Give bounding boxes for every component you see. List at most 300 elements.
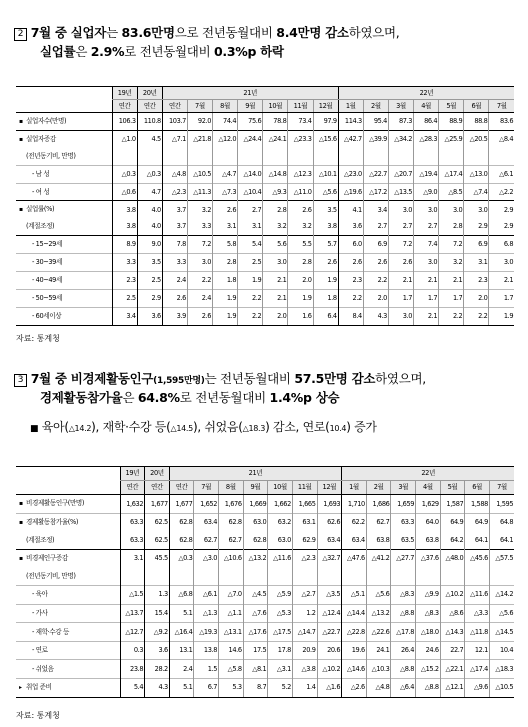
data-cell: 6.8: [489, 236, 514, 254]
data-cell: △9.9: [416, 585, 441, 604]
data-cell: 2.8: [213, 254, 238, 272]
data-cell: 1,686: [366, 495, 391, 514]
headline-text: 0.3%p 하락: [214, 44, 284, 59]
data-cell: △6.8: [169, 585, 194, 604]
data-cell: △3.1: [268, 660, 293, 679]
data-cell: △6.1: [489, 165, 514, 183]
row-label: - 연로: [32, 646, 48, 655]
data-cell: △1.3: [194, 604, 219, 623]
data-cell: △16.4: [169, 623, 194, 642]
data-cell: △8.8: [391, 660, 416, 679]
data-cell: △22.1: [440, 660, 465, 679]
table-row: [16, 678, 514, 697]
data-cell: △4.8: [366, 678, 391, 697]
data-cell: 2.3: [338, 272, 363, 290]
table-row: [16, 218, 514, 235]
table-row: [16, 113, 514, 131]
data-cell: 3.8: [313, 218, 338, 235]
data-cell: 3.6: [338, 218, 363, 235]
data-cell: △20.5: [464, 130, 489, 147]
data-cell: 3.3: [162, 254, 187, 272]
row-label-cell: [16, 604, 120, 623]
row-label-cell: [16, 549, 120, 567]
data-cell: △17.2: [363, 183, 388, 201]
data-cell: 6.7: [194, 678, 219, 697]
data-cell: [366, 567, 391, 585]
data-cell: 83.6: [489, 113, 514, 131]
data-cell: 2.6: [162, 289, 187, 307]
header-corner: [16, 467, 120, 495]
data-cell: 2.1: [388, 272, 413, 290]
data-cell: 5.1: [169, 604, 194, 623]
data-cell: △23.3: [288, 130, 313, 147]
header-year: 21년: [169, 467, 341, 481]
headline-text: (1,595만명): [153, 376, 205, 386]
headline-text: 는: [106, 25, 122, 40]
bullet-text: 육아(: [41, 420, 69, 434]
data-cell: △23.0: [338, 165, 363, 183]
data-cell: 2.0: [363, 289, 388, 307]
data-cell: △2.2: [489, 183, 514, 201]
data-cell: △14.2: [489, 585, 514, 604]
row-marker-icon: ▪: [19, 117, 23, 125]
data-cell: △10.4: [238, 183, 263, 201]
data-cell: [292, 567, 317, 585]
data-cell: 63.5: [391, 531, 416, 549]
data-cell: 63.0: [243, 513, 268, 531]
data-cell: △3.8: [292, 660, 317, 679]
data-cell: △41.2: [366, 549, 391, 567]
data-cell: △5.1: [342, 585, 367, 604]
data-cell: 3.7: [162, 201, 187, 218]
row-label: 실업자증감: [26, 134, 56, 143]
row-label-cell: [16, 201, 112, 218]
header-year: 20년: [137, 87, 162, 100]
data-cell: △19.4: [414, 165, 439, 183]
data-cell: [363, 148, 388, 165]
data-cell: 13.8: [194, 641, 219, 660]
data-cell: 4.5: [137, 130, 162, 147]
data-cell: 3.0: [439, 201, 464, 218]
data-cell: △9.6: [465, 678, 490, 697]
data-cell: 3.2: [439, 254, 464, 272]
data-cell: △8.6: [440, 604, 465, 623]
table-row: [16, 549, 514, 567]
header-year: 22년: [342, 467, 514, 481]
row-label-cell: [16, 236, 112, 254]
data-cell: 2.8: [288, 254, 313, 272]
data-cell: 1,693: [317, 495, 342, 514]
data-cell: △8.8: [391, 604, 416, 623]
data-cell: △27.7: [391, 549, 416, 567]
row-label: 비경제활동인구(만명): [26, 499, 85, 508]
data-cell: 1.9: [238, 272, 263, 290]
data-cell: 6.9: [464, 236, 489, 254]
data-cell: 64.9: [440, 513, 465, 531]
headline-text: 로 전년동월대비: [179, 390, 270, 405]
data-cell: 5.5: [288, 236, 313, 254]
header-month: 5월: [440, 481, 465, 495]
bullet-text: ), 쉬었음(: [192, 420, 243, 434]
data-cell: △5.6: [313, 183, 338, 201]
data-cell: △14.4: [342, 604, 367, 623]
headline-text: 8.4만명 감소: [276, 25, 349, 40]
data-cell: [439, 148, 464, 165]
row-label-cell: [16, 113, 112, 131]
headline-text: 64.8%: [137, 390, 180, 405]
data-cell: 62.8: [169, 513, 194, 531]
row-label: - 남 성: [32, 169, 50, 178]
table-row: [16, 272, 514, 290]
header-month: 4월: [414, 100, 439, 113]
data-cell: △57.5: [489, 549, 514, 567]
data-cell: 3.7: [162, 218, 187, 235]
data-cell: △1.5: [120, 585, 145, 604]
data-cell: 28.2: [145, 660, 170, 679]
row-label: 취업 준비: [26, 683, 52, 692]
data-cell: △2.3: [162, 183, 187, 201]
data-cell: △17.6: [243, 623, 268, 642]
data-cell: 86.4: [414, 113, 439, 131]
data-cell: 13.1: [169, 641, 194, 660]
data-cell: 5.6: [263, 236, 288, 254]
data-cell: [388, 148, 413, 165]
data-cell: 2.3: [464, 272, 489, 290]
data-cell: 3.6: [145, 641, 170, 660]
data-cell: 63.3: [120, 531, 145, 549]
data-cell: 2.2: [464, 307, 489, 325]
data-cell: 5.3: [219, 678, 244, 697]
data-cell: [313, 148, 338, 165]
data-cell: 3.8: [112, 201, 137, 218]
section2-bullet: [30, 418, 377, 435]
row-label: - 가사: [32, 609, 48, 618]
row-label-cell: [16, 495, 120, 514]
data-cell: 4.0: [137, 218, 162, 235]
data-cell: △14.5: [489, 623, 514, 642]
data-cell: 62.7: [194, 531, 219, 549]
data-cell: 110.8: [137, 113, 162, 131]
table-row: [16, 165, 514, 183]
data-cell: 62.6: [317, 513, 342, 531]
data-cell: [263, 148, 288, 165]
row-label: (계절조정): [26, 535, 55, 544]
data-cell: 2.8: [439, 218, 464, 235]
data-cell: △7.6: [243, 604, 268, 623]
data-cell: 2.4: [162, 272, 187, 290]
data-cell: △7.1: [162, 130, 187, 147]
data-cell: 8.7: [243, 678, 268, 697]
data-cell: 1.6: [288, 307, 313, 325]
data-cell: 2.5: [137, 272, 162, 290]
data-cell: 2.2: [187, 272, 212, 290]
data-cell: 3.1: [120, 549, 145, 567]
data-cell: 3.3: [112, 254, 137, 272]
data-cell: 5.1: [169, 678, 194, 697]
data-cell: △10.3: [366, 660, 391, 679]
data-cell: 92.0: [187, 113, 212, 131]
data-cell: 2.9: [489, 218, 514, 235]
data-cell: [440, 567, 465, 585]
data-cell: 20.9: [292, 641, 317, 660]
header-month: 8월: [213, 100, 238, 113]
data-cell: 1.9: [213, 289, 238, 307]
bullet-text: △18.3: [242, 424, 266, 433]
data-cell: △47.6: [342, 549, 367, 567]
data-cell: 8.4: [338, 307, 363, 325]
row-label: - 50~59세: [32, 294, 62, 303]
unemployment-table: [16, 86, 514, 326]
source-note: 자료: 통계청: [16, 334, 60, 343]
data-cell: 2.1: [489, 272, 514, 290]
data-cell: △45.6: [465, 549, 490, 567]
row-label: (전년동기비, 만명): [26, 151, 76, 160]
data-cell: △8.1: [243, 660, 268, 679]
data-cell: 2.0: [464, 289, 489, 307]
bullet-text: ) 감소, 연로(: [265, 420, 330, 434]
data-cell: 1.3: [145, 585, 170, 604]
headline-text: 하였으며,: [375, 371, 426, 386]
data-cell: △2.6: [342, 678, 367, 697]
data-cell: 0.3: [120, 641, 145, 660]
row-label: 실업자수(만명): [26, 116, 67, 125]
data-cell: △11.8: [465, 623, 490, 642]
data-cell: 15.4: [145, 604, 170, 623]
row-label: - 15~29세: [32, 240, 62, 249]
data-cell: △12.7: [120, 623, 145, 642]
data-cell: 4.0: [137, 201, 162, 218]
data-cell: 1,588: [465, 495, 490, 514]
data-cell: △3.0: [194, 549, 219, 567]
data-cell: 73.4: [288, 113, 313, 131]
data-cell: 62.5: [145, 531, 170, 549]
data-cell: △8.3: [416, 604, 441, 623]
data-cell: 1.5: [194, 660, 219, 679]
data-cell: 1,669: [243, 495, 268, 514]
table-row: [16, 307, 514, 325]
data-cell: [317, 567, 342, 585]
data-cell: 63.2: [268, 513, 293, 531]
row-label-cell: [16, 531, 120, 549]
data-cell: 1,595: [489, 495, 514, 514]
data-cell: 2.2: [338, 289, 363, 307]
row-label: 비경제인구증감: [26, 554, 68, 563]
data-cell: 2.2: [238, 307, 263, 325]
data-cell: △4.5: [243, 585, 268, 604]
row-label-cell: [16, 130, 112, 147]
header-month: 연간: [162, 100, 187, 113]
header-month: 1월: [338, 100, 363, 113]
data-cell: △10.5: [489, 678, 514, 697]
data-cell: △4.7: [213, 165, 238, 183]
data-cell: 64.8: [489, 513, 514, 531]
row-label: 실업률(%): [26, 205, 55, 214]
data-cell: 3.0: [464, 201, 489, 218]
row-marker-icon: ▪: [19, 135, 23, 143]
data-cell: 1,659: [391, 495, 416, 514]
data-cell: △2.3: [292, 549, 317, 567]
row-label-cell: [16, 165, 112, 183]
row-label-cell: [16, 272, 112, 290]
data-cell: 8.9: [112, 236, 137, 254]
data-cell: 63.4: [194, 513, 219, 531]
data-cell: 2.2: [363, 272, 388, 290]
row-label-cell: [16, 641, 120, 660]
data-cell: △3.3: [465, 604, 490, 623]
data-cell: [391, 567, 416, 585]
headline-text: 7월 중 비경제활동인구: [30, 371, 154, 386]
data-cell: △39.9: [363, 130, 388, 147]
data-cell: [145, 567, 170, 585]
data-cell: △11.6: [268, 549, 293, 567]
data-cell: 1,710: [342, 495, 367, 514]
data-cell: △14.8: [263, 165, 288, 183]
data-cell: △6.1: [194, 585, 219, 604]
data-cell: △25.9: [439, 130, 464, 147]
data-cell: △5.9: [268, 585, 293, 604]
section2-line2: [40, 389, 339, 406]
data-cell: 2.7: [414, 218, 439, 235]
data-cell: △4.8: [162, 165, 187, 183]
data-cell: 2.6: [388, 254, 413, 272]
bullet-text: △14.5: [170, 424, 193, 433]
data-cell: [187, 148, 212, 165]
data-cell: [194, 567, 219, 585]
data-cell: 2.0: [263, 307, 288, 325]
header-years-row: [16, 467, 514, 481]
data-cell: △5.6: [489, 604, 514, 623]
header-month: 연간: [145, 481, 170, 495]
data-cell: △21.8: [187, 130, 212, 147]
data-cell: △7.4: [464, 183, 489, 201]
data-cell: △17.4: [465, 660, 490, 679]
data-cell: 3.3: [187, 218, 212, 235]
data-cell: [416, 567, 441, 585]
data-cell: 7.2: [187, 236, 212, 254]
data-cell: △10.2: [440, 585, 465, 604]
data-cell: △7.0: [219, 585, 244, 604]
data-cell: [238, 148, 263, 165]
row-label: 경제활동참가율(%): [26, 517, 78, 526]
header-corner: [16, 87, 112, 113]
data-cell: 64.1: [489, 531, 514, 549]
headline-text: 1.4%p 상승: [269, 390, 340, 405]
data-cell: 3.0: [388, 307, 413, 325]
data-cell: △11.3: [187, 183, 212, 201]
row-marker-icon: ▸: [19, 684, 22, 692]
data-cell: 1,677: [145, 495, 170, 514]
data-cell: 1.2: [292, 604, 317, 623]
data-cell: 3.4: [363, 201, 388, 218]
data-cell: 3.1: [213, 218, 238, 235]
data-cell: [465, 567, 490, 585]
data-cell: [213, 148, 238, 165]
data-cell: △17.4: [439, 165, 464, 183]
header-month: 5월: [439, 100, 464, 113]
data-cell: 1.9: [489, 307, 514, 325]
data-cell: △12.3: [288, 165, 313, 183]
table-row: [16, 254, 514, 272]
data-cell: 1.7: [489, 289, 514, 307]
data-cell: 3.0: [187, 254, 212, 272]
data-cell: 2.6: [288, 201, 313, 218]
data-cell: 4.3: [145, 678, 170, 697]
data-cell: 5.7: [313, 236, 338, 254]
data-cell: △3.5: [317, 585, 342, 604]
row-label-cell: [16, 148, 112, 165]
table-row: [16, 513, 514, 531]
data-cell: 2.4: [169, 660, 194, 679]
data-cell: 1.9: [213, 307, 238, 325]
header-month: 9월: [238, 100, 263, 113]
data-cell: 2.4: [187, 289, 212, 307]
data-cell: 2.3: [112, 272, 137, 290]
header-month: 2월: [366, 481, 391, 495]
table-row: [16, 201, 514, 218]
data-cell: △9.0: [414, 183, 439, 201]
data-cell: 14.6: [219, 641, 244, 660]
data-cell: [120, 567, 145, 585]
data-cell: 2.6: [213, 201, 238, 218]
data-cell: 3.1: [464, 254, 489, 272]
table-row: [16, 130, 514, 147]
data-cell: 63.3: [120, 513, 145, 531]
row-label: - 육아: [32, 590, 48, 599]
data-cell: 7.8: [162, 236, 187, 254]
data-cell: △13.5: [388, 183, 413, 201]
data-cell: △1.0: [112, 130, 137, 147]
data-cell: △14.0: [238, 165, 263, 183]
data-cell: 75.6: [238, 113, 263, 131]
data-cell: △24.4: [238, 130, 263, 147]
data-cell: 64.0: [416, 513, 441, 531]
table-row: [16, 585, 514, 604]
row-label-cell: [16, 567, 120, 585]
bullet-text: ) 증가: [346, 420, 377, 434]
data-cell: △0.3: [169, 549, 194, 567]
data-cell: [464, 148, 489, 165]
data-cell: 3.2: [187, 201, 212, 218]
data-cell: 6.4: [313, 307, 338, 325]
data-cell: △11.6: [465, 585, 490, 604]
data-cell: 1,677: [169, 495, 194, 514]
data-cell: △8.4: [489, 130, 514, 147]
data-cell: △8.5: [439, 183, 464, 201]
table-row: [16, 660, 514, 679]
data-cell: 63.8: [366, 531, 391, 549]
data-cell: △13.2: [243, 549, 268, 567]
data-cell: △10.6: [219, 549, 244, 567]
data-cell: 78.8: [263, 113, 288, 131]
data-cell: △24.1: [263, 130, 288, 147]
data-cell: 2.9: [137, 289, 162, 307]
data-cell: 3.5: [313, 201, 338, 218]
data-cell: 2.7: [363, 218, 388, 235]
header-month: 6월: [464, 100, 489, 113]
data-cell: △32.7: [317, 549, 342, 567]
data-cell: 2.6: [338, 254, 363, 272]
headline-text: 57.5만명 감소: [294, 371, 376, 386]
headline-text: 실업률: [40, 44, 76, 59]
data-cell: 3.0: [388, 201, 413, 218]
data-cell: 2.1: [263, 289, 288, 307]
data-cell: △13.2: [366, 604, 391, 623]
data-cell: 45.5: [145, 549, 170, 567]
data-cell: 64.2: [440, 531, 465, 549]
data-cell: 88.9: [439, 113, 464, 131]
data-cell: [288, 148, 313, 165]
data-cell: 62.7: [219, 531, 244, 549]
